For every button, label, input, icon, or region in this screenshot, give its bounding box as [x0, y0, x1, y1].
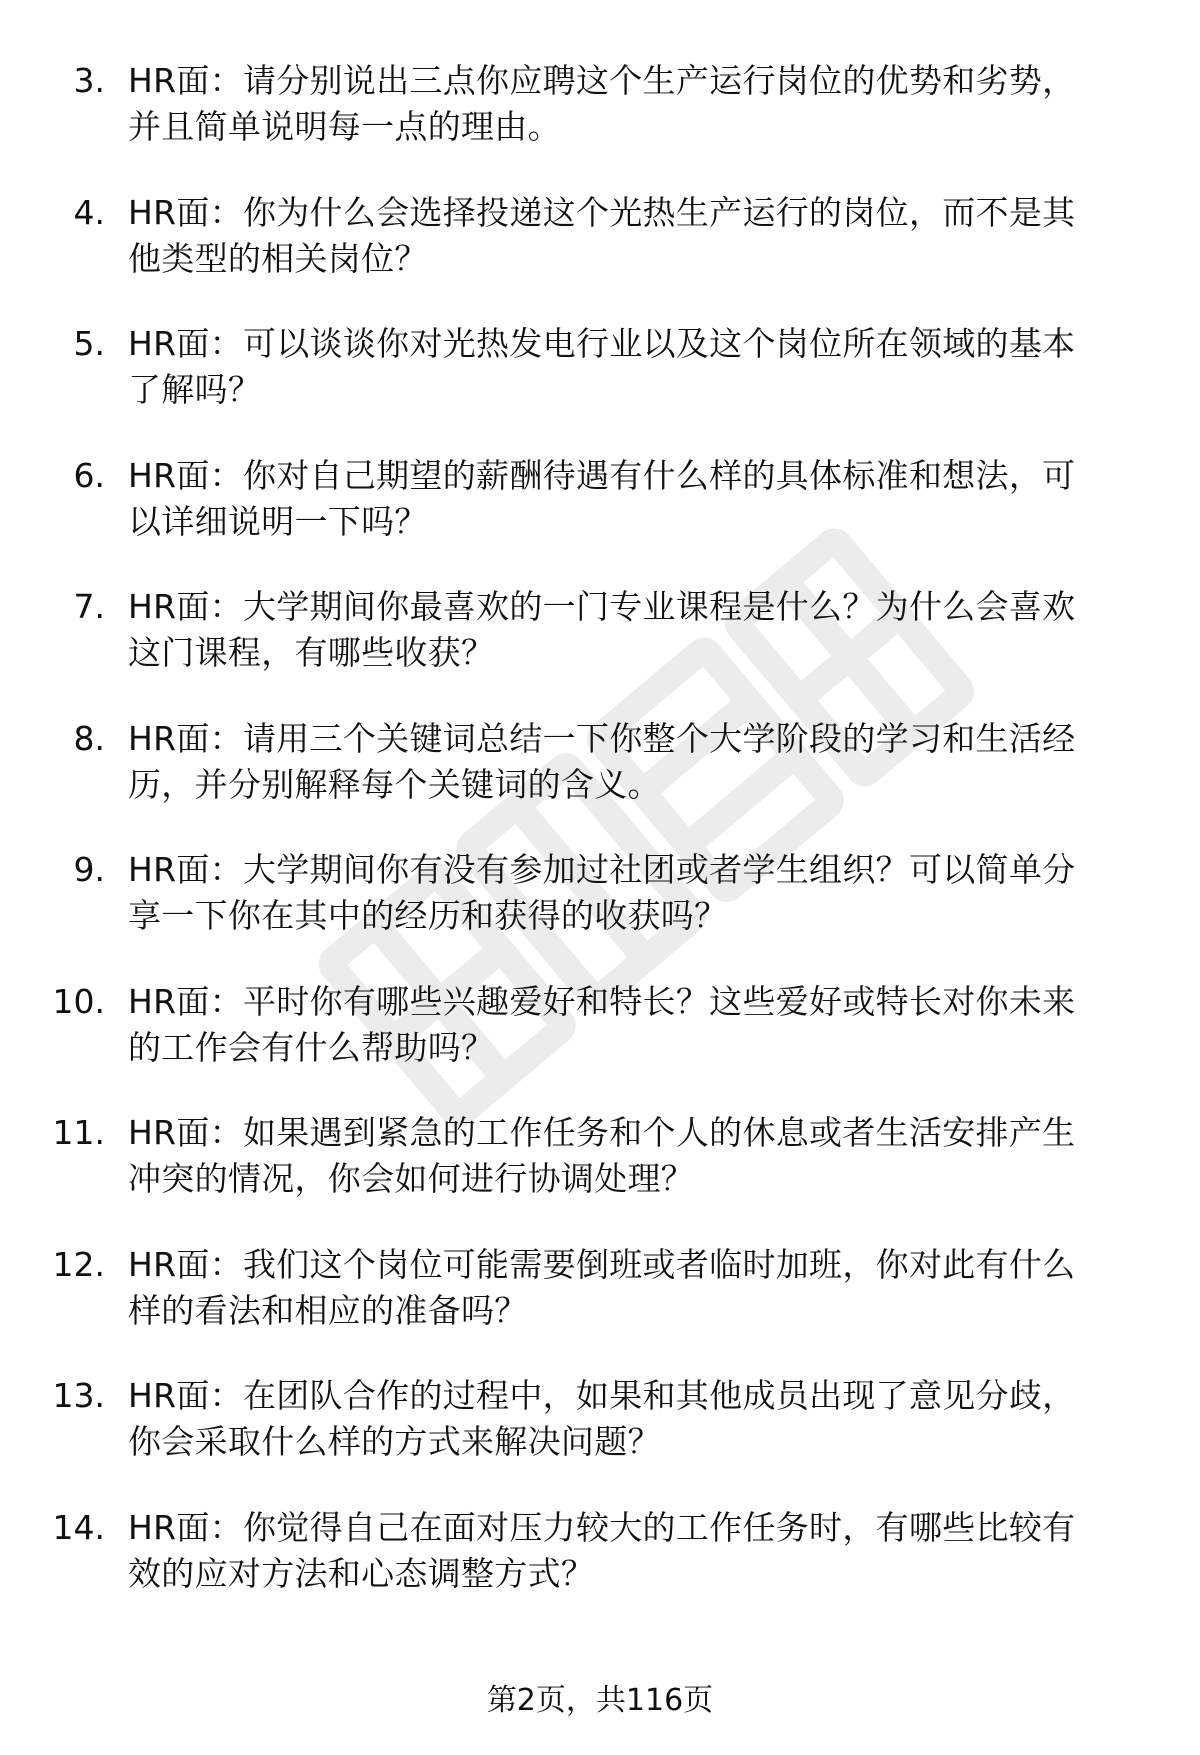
list-item [0, 716, 1200, 848]
question-text: HR面：在团队合作的过程中，如果和其他成员出现了意见分歧， 你会采取什么样的方式来解决问题？ [128, 1376, 1076, 1461]
list-item [0, 1505, 1200, 1637]
page-footer [0, 1681, 1200, 1721]
question-number: 11. [52, 1113, 105, 1152]
list-item [0, 1242, 1200, 1374]
list-item [0, 979, 1200, 1111]
question-text: HR面：你为什么会选择投递这个光热生产运行的岗位，而不是其 他类型的相关岗位？ [128, 192, 1076, 278]
question-number: 7. [73, 587, 105, 626]
question-number: 9. [73, 850, 105, 889]
question-number: 13. [52, 1376, 105, 1415]
list-item [0, 190, 1200, 322]
list-item [0, 847, 1200, 979]
question-text: HR面：大学期间你最喜欢的一门专业课程是什么？为什么会喜欢 这门课程，有哪些收获？ [128, 587, 1076, 672]
question-number: 12. [52, 1244, 105, 1284]
question-text: HR面：你对自己期望的薪酬待遇有什么样的具体标准和想法，可 以详细说明一下吗？ [128, 455, 1076, 541]
list-item [0, 321, 1200, 453]
question-text: HR面：我们这个岗位可能需要倒班或者临时加班，你对此有什么 样的看法和相应的准备吗？ [128, 1244, 1076, 1330]
list-item [0, 453, 1200, 585]
question-text: HR面：请分别说出三点你应聘这个生产运行岗位的优势和劣势， 并且简单说明每一点的理由。 [128, 61, 1076, 146]
question-number: 6. [73, 455, 105, 495]
question-number: 14. [52, 1507, 105, 1547]
question-text: HR面：大学期间你有没有参加过社团或者学生组织？可以简单分 享一下你在其中的经历和获得的收获吗？ [128, 850, 1076, 935]
question-text: HR面：你觉得自己在面对压力较大的工作任务时，有哪些比较有 效的应对方法和心态调整方式？ [128, 1507, 1076, 1593]
question-list [0, 58, 1200, 1636]
list-item [0, 1110, 1200, 1242]
question-number: 10. [52, 981, 105, 1021]
question-number: 5. [73, 324, 105, 363]
question-number: 8. [73, 718, 105, 758]
question-number: 3. [73, 61, 105, 100]
question-text: HR面：请用三个关键词总结一下你整个大学阶段的学习和生活经 历，并分别解释每个关键词的含义。 [128, 718, 1076, 804]
question-text: HR面：可以谈谈你对光热发电行业以及这个岗位所在领域的基本 了解吗？ [128, 324, 1076, 409]
list-item [0, 1373, 1200, 1505]
question-text: HR面：平时你有哪些兴趣爱好和特长？这些爱好或特长对你未来 的工作会有什么帮助吗？ [128, 981, 1076, 1067]
page-number-label: 第2页，共116页 [486, 1683, 714, 1718]
list-item [0, 584, 1200, 716]
list-item [0, 58, 1200, 190]
question-number: 4. [73, 192, 105, 232]
question-text: HR面：如果遇到紧急的工作任务和个人的休息或者生活安排产生 冲突的情况，你会如何进行协调处理？ [128, 1113, 1076, 1198]
